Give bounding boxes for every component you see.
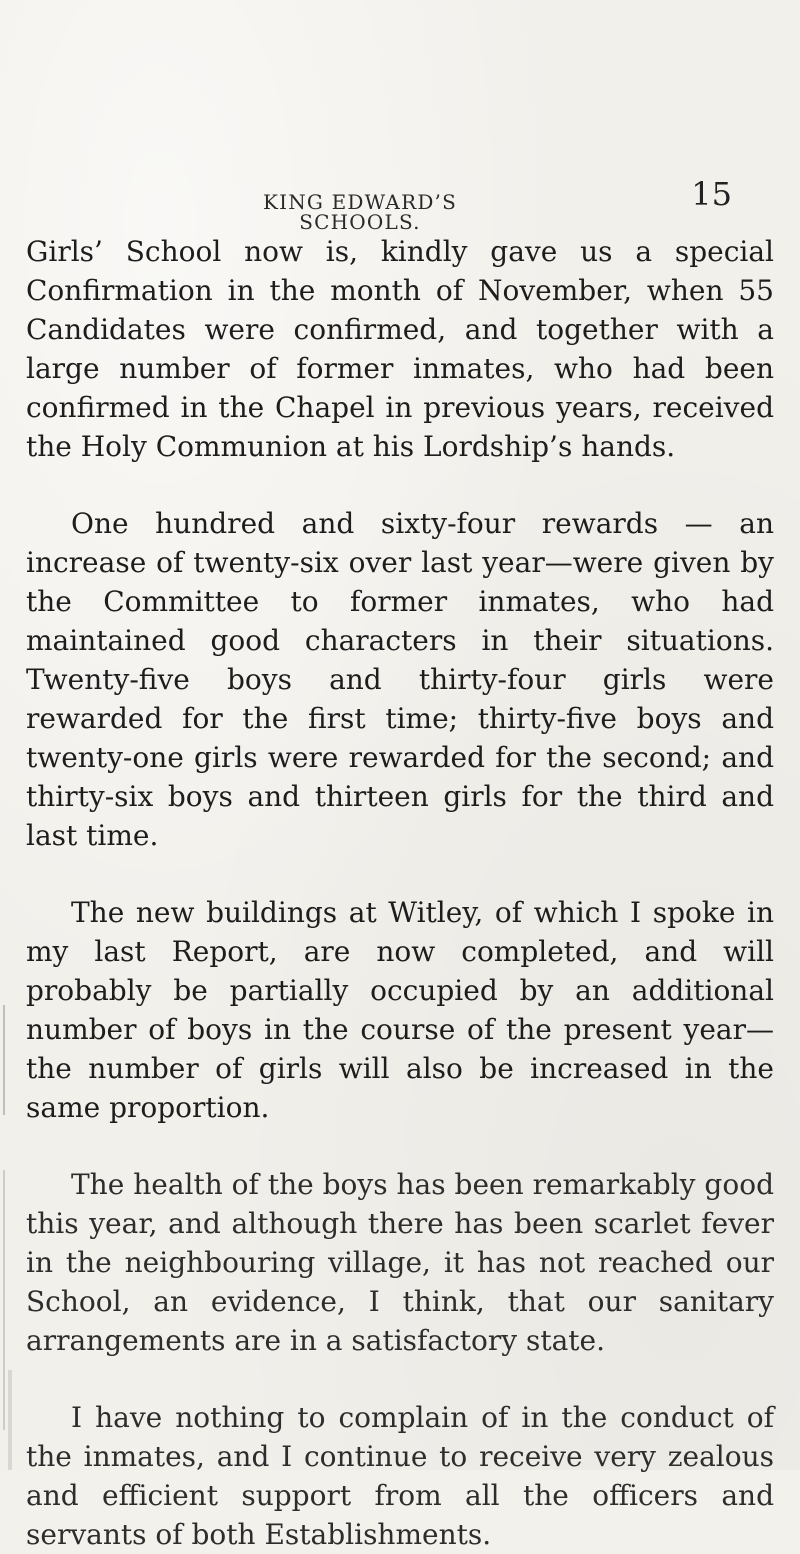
paragraph-health: The health of the boys has been remarkably good this year, and although there has been scarlet fever in the neighbouring village, it has not reached our School, an evidence, I think, that our sanitary arrangements are in a satisfactory state. <box>26 1168 774 1357</box>
body-text <box>26 232 774 1554</box>
paragraph-conduct: I have nothing to complain of in the conduct of the inmates, and I continue to receive very zealous and efficient support from all the officers and servants of both Establishments. <box>26 1401 774 1551</box>
paragraph-buildings: The new buildings at Witley, of which I spoke in my last Report, are now completed, and will probably be partially occupied by an additional number of boys in the course of the present year—the number of girls will also be increased in the same proportion. <box>26 896 774 1124</box>
page-number: 15 <box>691 175 732 213</box>
binding-shadow-line <box>8 1370 12 1470</box>
paragraph-confirmation: Girls’ School now is, kindly gave us a special Confirmation in the month of November, when 55 Candidates were confirmed, and together with a large number of former inmates, who had been confirmed in the Chapel in previous years, received the Holy Communion at his Lordship’s hands. <box>26 235 774 463</box>
binding-shadow-line <box>3 1005 5 1115</box>
binding-shadow-line <box>3 1170 5 1430</box>
running-head: KING EDWARD’S SCHOOLS. <box>262 190 458 234</box>
paragraph-rewards: One hundred and sixty-four rewards — an increase of twenty-six over last year—were given by the Committee to former inmates, who had maintained good characters in their situations. Twenty-five boys and thirty-four girls were rewarded for the first time; thirty-five boys and twenty-one girls were rewarded for the second; and thirty-six boys and thirteen girls for the third and last time. <box>26 507 774 852</box>
